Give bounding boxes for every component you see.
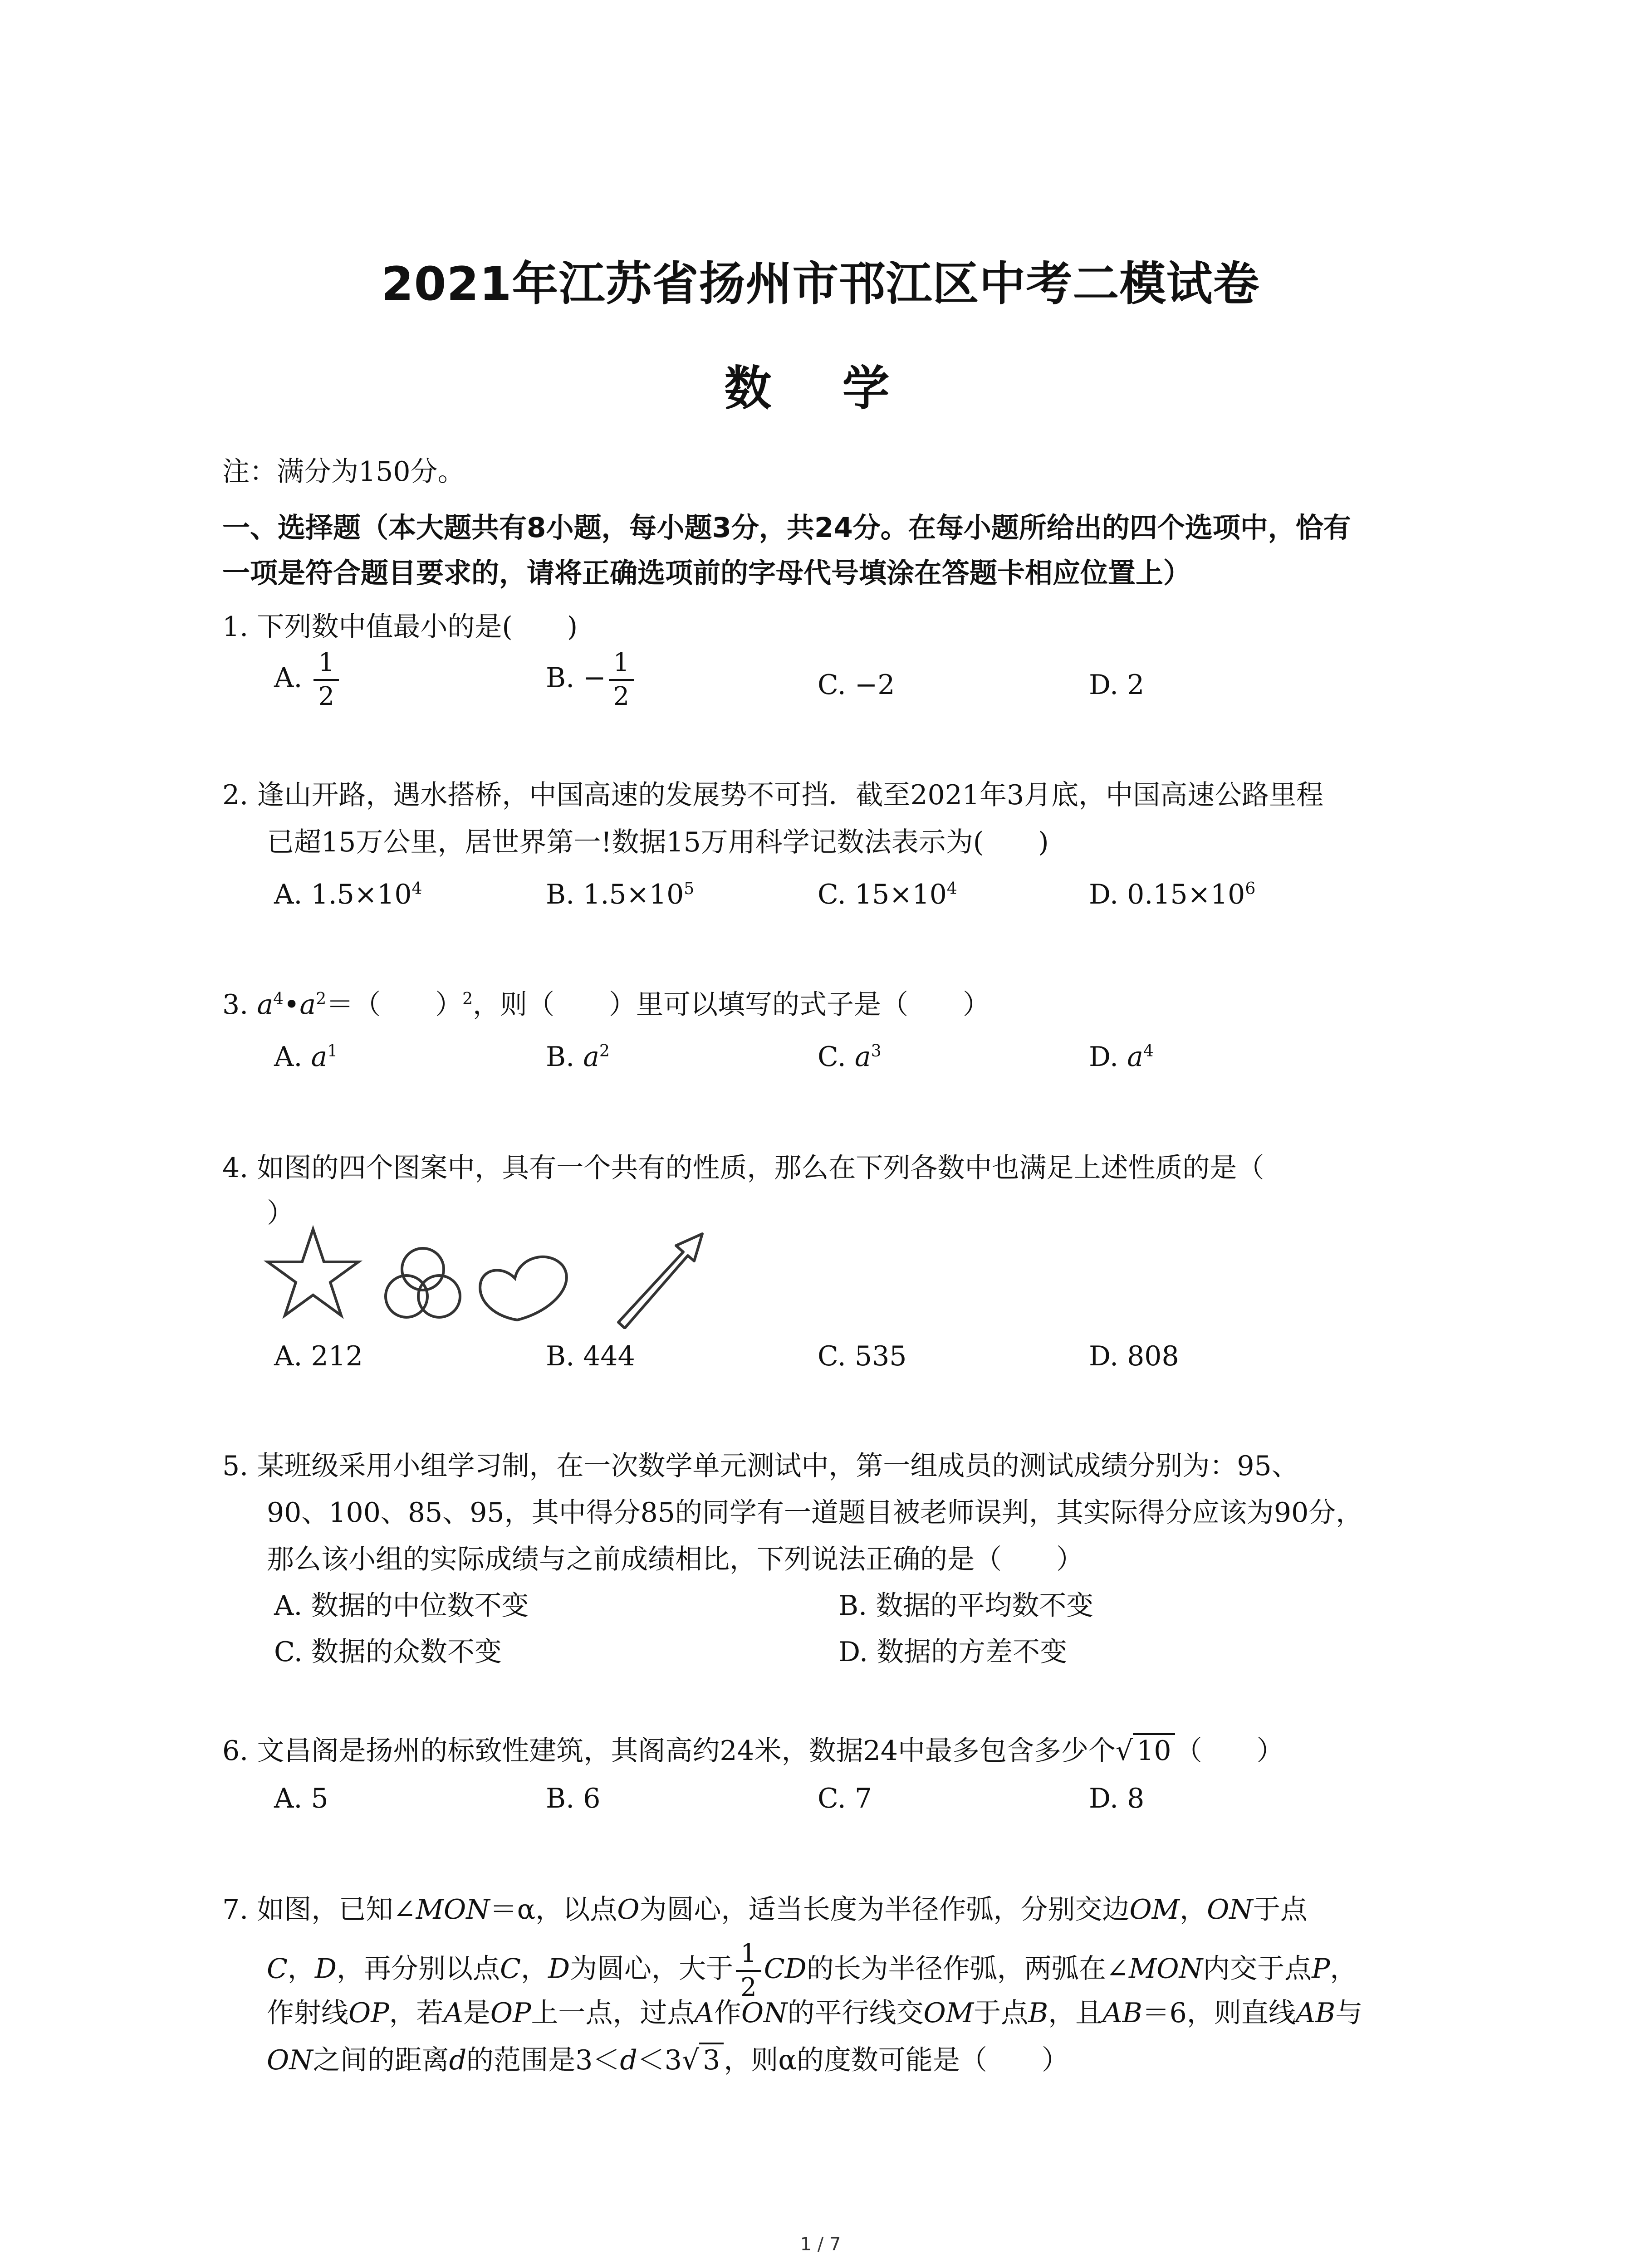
text: 的范围是3＜ [466, 2044, 620, 2076]
var: A [443, 1997, 463, 2029]
q1-option-b [546, 650, 637, 710]
text: 为圆心，适当长度为半径作弧，分别交边 [639, 1894, 1130, 1926]
q5-line3: 那么该小组的实际成绩与之前成绩相比，下列说法正确的是（ ） [267, 1544, 1083, 1575]
exponent: 2 [316, 990, 327, 1008]
q3-option-d [1089, 1041, 1154, 1073]
option-label: C. [818, 1041, 855, 1073]
exponent: 2 [599, 1042, 610, 1061]
score-note: 注：满分为150分。 [222, 456, 465, 488]
minus-sign: − [583, 662, 606, 694]
var-a: a [311, 1041, 328, 1073]
star-figure [268, 1229, 358, 1315]
q7-line3 [267, 1999, 1362, 2027]
exponent: 4 [273, 990, 284, 1008]
text: 的长为半径作弧，两弧在∠ [806, 1953, 1129, 1985]
q4-figures [263, 1225, 735, 1329]
text: ＝α，以点 [490, 1894, 617, 1926]
q2-option-b [546, 881, 694, 908]
q2-line1: 2. 逢山开路，遇水搭桥，中国高速的发展势不可挡．截至2021年3月底，中国高速公路里程 [222, 779, 1324, 811]
text: 为圆心，大于 [570, 1953, 734, 1985]
numerator: 1 [609, 650, 634, 681]
q4-option-a: A. 212 [274, 1340, 363, 1372]
q2-line2: 已超15万公里，居世界第一!数据15万用科学记数法表示为( ) [267, 826, 1049, 858]
fraction [314, 650, 339, 710]
var-a: a [1127, 1041, 1143, 1073]
exponent: 1 [327, 1042, 338, 1061]
var: ON [1207, 1894, 1253, 1926]
var: AB [1295, 1997, 1336, 2029]
option-label: A. [274, 662, 303, 694]
numerator: 1 [314, 650, 339, 681]
text: 作 [714, 1997, 741, 2029]
fraction [736, 1941, 761, 2001]
var: B [1028, 1997, 1048, 2029]
numerator: 1 [736, 1941, 761, 1972]
exponent: 6 [1245, 880, 1256, 898]
equation-blank: ＝（ ） [326, 989, 463, 1021]
q5-option-b: B. 数据的平均数不变 [838, 1590, 1094, 1622]
q3-option-b [546, 1041, 610, 1073]
var: C [267, 1953, 288, 1985]
exponent: 2 [462, 990, 473, 1008]
var: OP [348, 1997, 389, 2029]
exponent: 3 [871, 1042, 882, 1061]
q6-option-c: C. 7 [818, 1783, 872, 1814]
q2-option-a [274, 881, 422, 908]
q4-line1: 4. 如图的四个图案中，具有一个共有的性质，那么在下列各数中也满足上述性质的是（ [222, 1152, 1264, 1184]
denominator: 2 [318, 681, 335, 711]
q5-option-d: D. 数据的方差不变 [838, 1636, 1068, 1668]
radicand: 10 [1133, 1733, 1175, 1767]
var: OM [1129, 1894, 1180, 1926]
text: 上一点，过点 [531, 1997, 695, 2029]
subject-title: 数 学 [724, 361, 917, 416]
text: ， [1180, 1894, 1207, 1926]
var-a: a [583, 1041, 600, 1073]
exam-title: 2021年江苏省扬州市邗江区中考二模试卷 [381, 257, 1260, 311]
stem-tail: ，则（ ）里可以填写的式子是（ ） [473, 989, 990, 1021]
page-number: 1 / 7 [800, 2234, 841, 2255]
q6-option-b: B. 6 [546, 1783, 601, 1814]
var-a: a [257, 989, 274, 1021]
q5-line1: 5. 某班级采用小组学习制，在一次数学单元测试中，第一组成员的测试成绩分别为：95、 [222, 1450, 1299, 1482]
q6-stem [222, 1737, 1284, 1765]
fraction [609, 650, 634, 710]
q1-stem: 1. 下列数中值最小的是( ) [222, 611, 578, 643]
q2-option-c [818, 881, 957, 908]
option-label: B. [546, 662, 575, 694]
sqrt-3: √ 3 [682, 2047, 724, 2074]
exponent: 4 [411, 880, 422, 898]
option-label: B. [546, 1041, 583, 1073]
text: 于点 [1253, 1894, 1308, 1926]
text: 7. 如图，已知∠ [222, 1894, 416, 1926]
option-text: B. 1.5×10 [546, 879, 684, 910]
var: MON [1129, 1953, 1203, 1985]
denominator: 2 [613, 681, 630, 711]
stem-tail: （ ） [1175, 1735, 1284, 1767]
var: d [449, 2044, 467, 2076]
var: ON [741, 1997, 788, 2029]
var: O [617, 1894, 640, 1926]
var: ON [267, 2044, 313, 2076]
option-text: D. 0.15×10 [1089, 879, 1245, 910]
text: 之间的距离 [313, 2044, 449, 2076]
sqrt-10: √ 10 [1116, 1737, 1175, 1765]
var-a: a [854, 1041, 871, 1073]
option-text: A. 1.5×10 [274, 879, 412, 910]
q1-option-c: C. −2 [818, 669, 895, 701]
q4-option-c: C. 535 [818, 1340, 907, 1372]
var: AB [1102, 1997, 1142, 2029]
var: D [314, 1953, 337, 1985]
arrow-figure [618, 1234, 702, 1328]
q6-option-d: D. 8 [1089, 1783, 1145, 1814]
option-label: D. [1089, 1041, 1127, 1073]
q4-option-b: B. 444 [546, 1340, 635, 1372]
three-circles-figure [386, 1248, 460, 1317]
var: OP [490, 1997, 531, 2029]
q7-line1 [222, 1894, 1308, 1926]
radicand: 3 [699, 2043, 724, 2076]
section-heading-line1: 一、选择题（本大题共有8小题，每小题3分，共24分。在每小题所给出的四个选项中，恰有 [222, 512, 1351, 544]
section-heading-line2: 一项是符合题目要求的，请将正确选项前的字母代号填涂在答题卡相应位置上） [222, 557, 1191, 589]
q3-option-c [818, 1041, 882, 1073]
q4-option-d: D. 808 [1089, 1340, 1179, 1372]
text: ， [287, 1953, 315, 1985]
q7-line2 [267, 1941, 1357, 2001]
q1-option-a [274, 650, 342, 710]
q7-line4 [267, 2044, 1069, 2076]
var-a: a [299, 989, 316, 1021]
text: 与 [1335, 1997, 1363, 2029]
var: MON [416, 1894, 490, 1926]
var: d [620, 2044, 637, 2076]
text: 作射线 [267, 1997, 348, 2029]
q2-option-d [1089, 881, 1255, 908]
text: ＜3 [637, 2044, 682, 2076]
text: 是 [463, 1997, 490, 2029]
q5-line2: 90、100、85、95，其中得分85的同学有一道题目被老师误判，其实际得分应该为90分， [267, 1497, 1363, 1529]
text: 于点 [974, 1997, 1029, 2029]
option-label: A. [274, 1041, 311, 1073]
q5-option-c: C. 数据的众数不变 [274, 1636, 502, 1668]
var: C [500, 1953, 521, 1985]
text: 的平行线交 [787, 1997, 924, 2029]
dot-operator: • [284, 989, 300, 1021]
option-text: C. 15×10 [818, 879, 947, 910]
exponent: 5 [684, 880, 695, 898]
q6-option-a: A. 5 [274, 1783, 328, 1814]
var: P [1312, 1953, 1330, 1985]
q1-option-d: D. 2 [1089, 669, 1145, 701]
text: ，再分别以点 [337, 1953, 500, 1985]
text: ＝6，则直线 [1142, 1997, 1296, 2029]
heart-figure [480, 1257, 567, 1320]
q4-line2: ） [267, 1198, 294, 1229]
question-number: 3. [222, 989, 257, 1021]
stem-text: 6. 文昌阁是扬州的标致性建筑，其阁高约24米，数据24中最多包含多少个 [222, 1735, 1116, 1767]
text: ，且 [1048, 1997, 1103, 2029]
text: ， [1330, 1953, 1357, 1985]
q5-option-a: A. 数据的中位数不变 [274, 1590, 529, 1622]
var: A [694, 1997, 714, 2029]
text: 内交于点 [1203, 1953, 1312, 1985]
q3-option-a [274, 1041, 338, 1073]
text: ，若 [389, 1997, 444, 2029]
denominator: 2 [740, 1972, 757, 2002]
var: D [548, 1953, 570, 1985]
var: OM [923, 1997, 974, 2029]
text: ，则α的度数可能是（ ） [724, 2044, 1069, 2076]
exponent: 4 [1143, 1042, 1154, 1061]
var: CD [764, 1953, 807, 1985]
exponent: 4 [946, 880, 957, 898]
q3-stem [222, 989, 990, 1021]
text: ， [520, 1953, 548, 1985]
